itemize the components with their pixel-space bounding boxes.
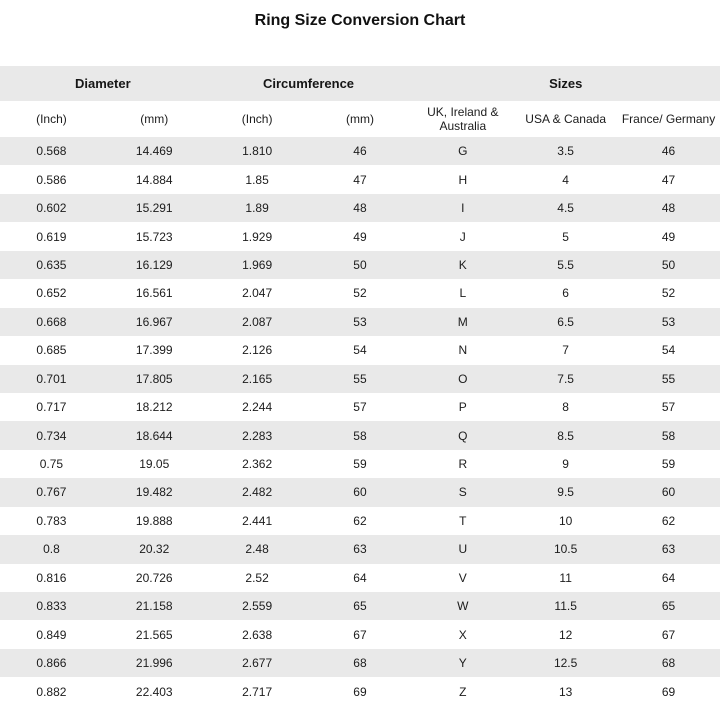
cell: 3.5 — [557, 144, 574, 159]
cell: 58 — [353, 428, 367, 443]
cell: 8 — [562, 400, 569, 415]
group-header-diameter: Diameter — [0, 66, 206, 101]
cell: 60 — [353, 485, 367, 500]
table-row — [0, 564, 720, 592]
cell: 5 — [562, 229, 569, 244]
cell: 21.158 — [135, 599, 173, 614]
cell: 21.996 — [135, 656, 173, 671]
column-header-row — [0, 101, 720, 137]
cell: 15.723 — [135, 229, 173, 244]
cell: 65 — [353, 599, 367, 614]
cell: 0.882 — [36, 684, 67, 699]
cell: 18.212 — [135, 400, 173, 415]
table-row — [0, 308, 720, 336]
cell: 5.5 — [557, 257, 574, 272]
table-row — [0, 478, 720, 506]
table-row — [0, 507, 720, 535]
cell: 0.652 — [36, 286, 67, 301]
cell: 2.638 — [242, 627, 273, 642]
cell: 50 — [661, 257, 676, 272]
cell: 0.602 — [36, 201, 67, 216]
cell: 49 — [661, 229, 676, 244]
table-row — [0, 592, 720, 620]
cell: 68 — [661, 656, 676, 671]
table-row — [0, 194, 720, 222]
cell: 48 — [661, 201, 676, 216]
cell: 9.5 — [557, 485, 574, 500]
cell: 59 — [353, 457, 367, 472]
cell: 21.565 — [135, 627, 173, 642]
table-row — [0, 450, 720, 478]
cell: 55 — [353, 371, 367, 386]
cell: 12 — [558, 627, 573, 642]
cell: Z — [459, 684, 467, 699]
cell: 50 — [353, 257, 367, 272]
cell: 0.619 — [36, 229, 67, 244]
conversion-table — [0, 66, 720, 706]
cell: 19.888 — [135, 513, 173, 528]
cell: M — [457, 314, 468, 329]
cell: 46 — [353, 144, 367, 159]
cell: N — [458, 343, 468, 358]
cell: 0.8 — [43, 542, 60, 557]
cell: 0.849 — [36, 627, 67, 642]
cell: G — [458, 144, 468, 159]
cell: Y — [458, 656, 467, 671]
cell: 12.5 — [553, 656, 578, 671]
cell: J — [459, 229, 466, 244]
cell: W — [457, 599, 469, 614]
cell: 59 — [661, 457, 676, 472]
group-header-circumference: Circumference — [206, 66, 412, 101]
column-header-1: (mm) — [103, 101, 206, 137]
cell: 1.89 — [245, 201, 269, 216]
cell: 47 — [661, 172, 676, 187]
cell: 65 — [661, 599, 676, 614]
cell: 62 — [661, 513, 676, 528]
cell: 55 — [661, 371, 676, 386]
group-header-sizes: Sizes — [411, 66, 720, 101]
cell: 1.929 — [242, 229, 273, 244]
cell: 0.717 — [36, 400, 67, 415]
column-header-5: USA & Canada — [514, 101, 617, 137]
cell: 64 — [353, 570, 367, 585]
cell: 0.734 — [36, 428, 67, 443]
cell: L — [459, 286, 467, 301]
cell: 0.783 — [36, 513, 67, 528]
cell: 53 — [661, 314, 676, 329]
cell: 14.884 — [135, 172, 173, 187]
table-row — [0, 421, 720, 449]
cell: 19.05 — [139, 457, 170, 472]
cell: 0.833 — [36, 599, 67, 614]
cell: 17.399 — [135, 343, 173, 358]
cell: 16.967 — [135, 314, 173, 329]
cell: 47 — [353, 172, 367, 187]
cell: 62 — [353, 513, 367, 528]
cell: 0.568 — [36, 144, 67, 159]
cell: 67 — [661, 627, 676, 642]
cell: 8.5 — [557, 428, 574, 443]
cell: 4 — [562, 172, 569, 187]
cell: 6.5 — [557, 314, 574, 329]
cell: 2.126 — [242, 343, 273, 358]
cell: 7 — [562, 343, 569, 358]
cell: X — [458, 627, 467, 642]
cell: 2.283 — [242, 428, 273, 443]
cell: 52 — [661, 286, 676, 301]
column-header-6: France/ Germany — [617, 101, 720, 137]
cell: 2.677 — [242, 656, 273, 671]
table-row — [0, 137, 720, 165]
cell: H — [458, 172, 468, 187]
cell: 22.403 — [135, 684, 173, 699]
cell: 11.5 — [554, 599, 577, 614]
cell: U — [458, 542, 468, 557]
table-row — [0, 365, 720, 393]
cell: 4.5 — [557, 201, 574, 216]
cell: 69 — [661, 684, 676, 699]
cell: 2.559 — [242, 599, 273, 614]
cell: 58 — [661, 428, 676, 443]
cell: 19.482 — [135, 485, 173, 500]
cell: 6 — [562, 286, 569, 301]
cell: 63 — [353, 542, 367, 557]
cell: 13 — [558, 684, 573, 699]
cell: 7.5 — [557, 371, 574, 386]
cell: 2.48 — [245, 542, 269, 557]
cell: 18.644 — [135, 428, 173, 443]
cell: 53 — [353, 314, 367, 329]
cell: 60 — [661, 485, 676, 500]
cell: 69 — [353, 684, 367, 699]
table-row — [0, 535, 720, 563]
cell: S — [458, 485, 467, 500]
cell: 0.668 — [36, 314, 67, 329]
cell: 10 — [558, 513, 573, 528]
cell: O — [458, 371, 468, 386]
cell: 9 — [562, 457, 569, 472]
table-row — [0, 336, 720, 364]
cell: P — [458, 400, 467, 415]
cell: 1.969 — [242, 257, 273, 272]
cell: 2.165 — [242, 371, 273, 386]
column-header-2: (Inch) — [206, 101, 309, 137]
table-row — [0, 620, 720, 648]
cell: 2.087 — [242, 314, 273, 329]
cell: I — [461, 201, 465, 216]
cell: V — [458, 570, 467, 585]
table-row — [0, 649, 720, 677]
cell: 16.129 — [135, 257, 173, 272]
table-row — [0, 279, 720, 307]
column-header-3: (mm) — [309, 101, 412, 137]
cell: 0.586 — [36, 172, 67, 187]
cell: 16.561 — [135, 286, 173, 301]
cell: 15.291 — [135, 201, 173, 216]
cell: 0.866 — [36, 656, 67, 671]
table-row — [0, 222, 720, 250]
cell: 49 — [353, 229, 367, 244]
cell: 52 — [353, 286, 367, 301]
cell: 2.52 — [245, 570, 269, 585]
cell: 1.810 — [242, 144, 273, 159]
column-header-0: (Inch) — [0, 101, 103, 137]
cell: T — [459, 513, 467, 528]
cell: 2.362 — [242, 457, 273, 472]
table-row — [0, 393, 720, 421]
cell: 2.482 — [242, 485, 273, 500]
cell: 67 — [353, 627, 367, 642]
cell: 17.805 — [135, 371, 173, 386]
cell: K — [458, 257, 467, 272]
cell: 0.685 — [36, 343, 67, 358]
cell: 10.5 — [553, 542, 578, 557]
cell: 2.244 — [242, 400, 273, 415]
cell: 1.85 — [245, 172, 269, 187]
cell: Q — [458, 428, 468, 443]
cell: 2.441 — [242, 513, 273, 528]
cell: 63 — [661, 542, 676, 557]
cell: 0.816 — [36, 570, 67, 585]
group-header-row — [0, 66, 720, 101]
table-row — [0, 677, 720, 705]
cell: 46 — [661, 144, 676, 159]
cell: 20.32 — [139, 542, 170, 557]
cell: 57 — [661, 400, 676, 415]
cell: 14.469 — [135, 144, 173, 159]
cell: 0.701 — [36, 371, 67, 386]
cell: 48 — [353, 201, 367, 216]
cell: 2.047 — [242, 286, 273, 301]
column-header-4: UK, Ireland & Australia — [411, 101, 514, 137]
cell: 68 — [353, 656, 367, 671]
cell: 2.717 — [242, 684, 273, 699]
cell: 54 — [353, 343, 367, 358]
cell: 0.767 — [36, 485, 67, 500]
cell: 57 — [353, 400, 367, 415]
cell: 54 — [661, 343, 676, 358]
cell: 0.75 — [39, 457, 64, 472]
table-row — [0, 251, 720, 279]
cell: 0.635 — [36, 257, 67, 272]
cell: 64 — [661, 570, 676, 585]
table-row — [0, 165, 720, 193]
cell: R — [458, 457, 468, 472]
cell: 11 — [559, 570, 572, 585]
page-title: Ring Size Conversion Chart — [254, 12, 466, 29]
cell: 20.726 — [135, 570, 173, 585]
